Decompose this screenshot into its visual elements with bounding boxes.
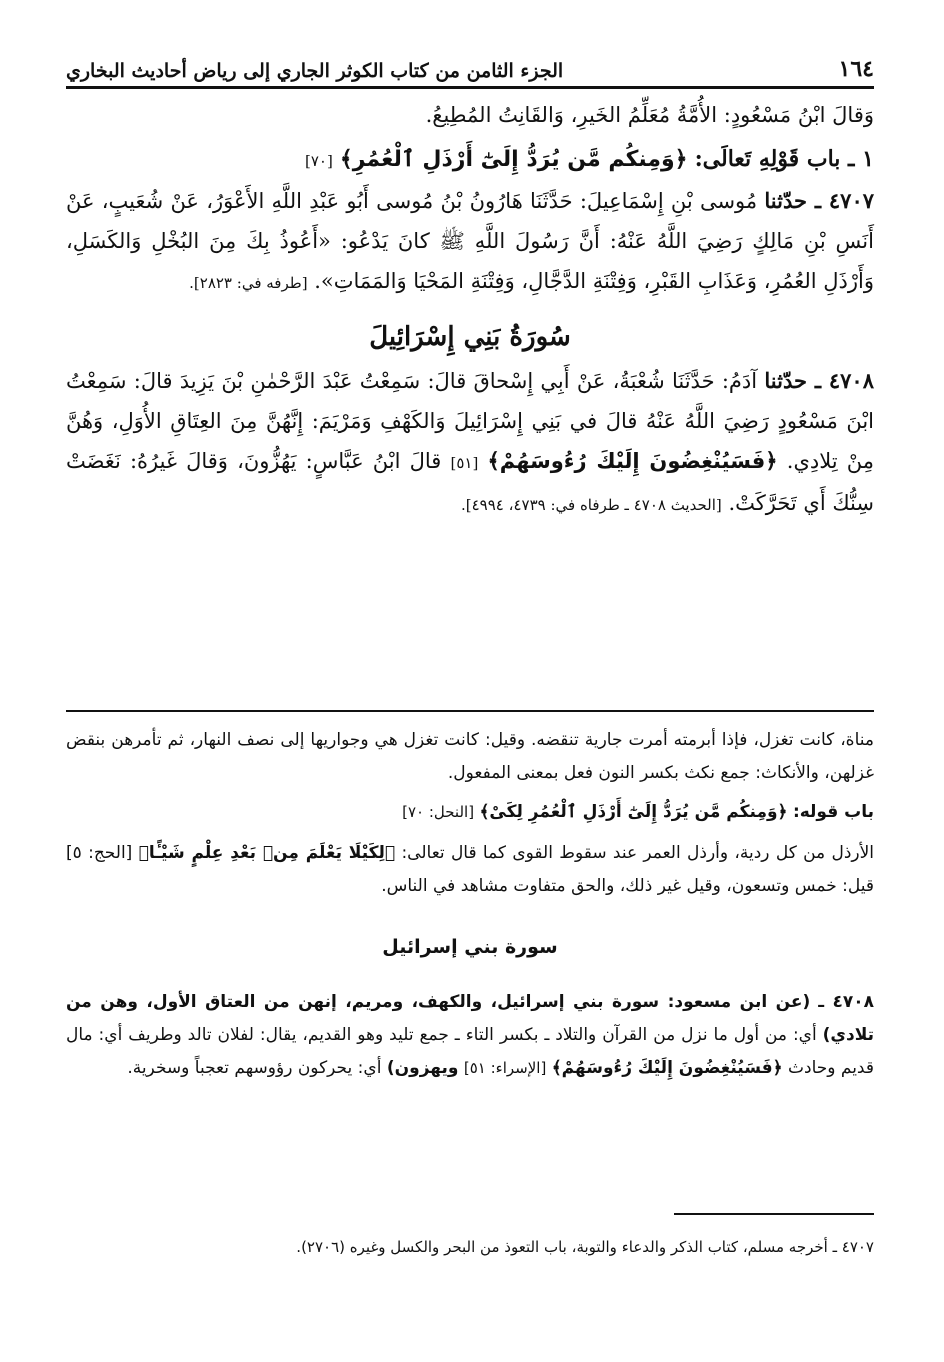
- hadith-4707: [66, 181, 874, 303]
- hadith-ref: [طرفه في: ٢٨٢٣].: [189, 274, 308, 292]
- hadith-text: آدَمُ: حَدَّثَنَا شُعْبَةُ، عَنْ أَبِي إِسْحاقَ قالَ: سَمِعْتُ عَبْدَ الرَّحْمٰنِ بْنَ يَزِيدَ قالَ: سَمِعْتُ ابْنَ مَسْعُودٍ رَضِيَ اللَّهُ عَنْهُ قالَ في بَنِي إِسْرَائِيلَ وَالكَهْفِ وَمَرْيَمَ: إِنَّهُنَّ مِنَ العِتَاقِ الأُوَلِ، وَهُنَّ مِنْ تِلادِي.: [66, 369, 875, 473]
- quran-verse: ﴿فَسَيُنْغِضُونَ إِلَيْكَ رُءُوسَهُمْ﴾: [551, 1058, 783, 1078]
- verse-ref: [٥١]: [450, 454, 479, 472]
- surah-title: سُورَةُ بَنِي إِسْرَائِيلَ: [369, 322, 571, 352]
- chapter-label: ١ ـ باب قَوْلِهِ تَعالَى:: [694, 146, 874, 172]
- quran-verse: ﴿فَسَيُنْغِضُونَ إِلَيْكَ رُءُوسَهُمْ﴾: [487, 449, 778, 473]
- commentary: [66, 724, 874, 1085]
- hadith-number: ٤٧٠٧ ـ حدّثنا: [764, 188, 875, 213]
- hadith-number: ٤٧٠٨ ـ حدّثنا: [764, 368, 874, 393]
- chapter-heading: [66, 139, 874, 181]
- footnote-divider: [674, 1213, 874, 1215]
- verse-ref: [٧٠]: [305, 152, 333, 170]
- page-number: ١٦٤: [838, 56, 874, 82]
- commentary-text: الأرذل من كل ردية، وأرذل العمر عند سقوط القوى كما قال تعالى:: [401, 843, 875, 863]
- book-page: [66, 0, 874, 1362]
- commentary-text: [الحج: ٥] قيل: خمس وتسعون، وقيل غير ذلك، والحق متفاوت مشاهد في الناس.: [66, 843, 874, 896]
- commentary-hadith-4708: [66, 986, 874, 1085]
- commentary-surah-title: سورة بني إسرائيل: [382, 936, 558, 958]
- quran-verse: ﴿وَمِنكُم مَّن يُرَدُّ إِلَىٰٓ أَرْذَلِ ٱلْعُمُرِ﴾: [339, 147, 688, 172]
- hadith-4708: [66, 361, 874, 525]
- chapter-label: باب قوله:: [792, 802, 874, 822]
- quran-verse: ﴿وَمِنكُم مَّن يُرَدُّ إِلَىٰٓ أَرْذَلِ ٱلْعُمُرِ لِكَىْ﴾: [479, 802, 788, 822]
- verse-ref: [النحل: ٧٠]: [402, 803, 475, 821]
- page-header: [66, 38, 874, 89]
- commentary-text: أي: يحركون رؤوسهم تعجباً وسخرية.: [127, 1058, 382, 1078]
- main-text: [66, 95, 874, 525]
- commentary-paragraph: [66, 837, 874, 903]
- intro-line: وَقالَ ابْنُ مَسْعُودٍ: الأُمَّةُ مُعَلِّمُ الخَيرِ، وَالقَانِتُ المُطِيعُ.: [425, 103, 874, 127]
- commentary-paragraph: مناة، كانت تغزل، فإذا أبرمته أمرت جارية تنقضه. وقيل: كانت تغزل هي وجواريها إلى نصف النهار، ثم تأمرهن بنقض غزلهن، والأنكاث: جمع نكث بكسر النون فعل بمعنى المفعول.: [66, 730, 874, 783]
- footnote: ٤٧٠٧ ـ أخرجه مسلم، كتاب الذكر والدعاء والتوبة، باب التعوذ من البحر والكسل وغيره (٢٧٠٦).: [296, 1238, 874, 1256]
- commentary-chapter-heading: [66, 796, 874, 829]
- hadith-ref: [الحديث ٤٧٠٨ ـ طرفاه في: ٤٧٣٩، ٤٩٩٤].: [460, 496, 722, 514]
- quoted-text: (عن ابن مسعود: سورة بني إسرائيل، والكهف، ومريم، إنهن من العتاق الأول، وهن من تلادي): [66, 992, 875, 1045]
- hadith-number: ٤٧٠٨ ـ: [818, 992, 874, 1012]
- quoted-text: ويهزون): [386, 1058, 459, 1078]
- hadith-text-continued: قالَ ابْنُ عَبَّاسٍ: يَهُزُّونَ، وَقالَ غَيرُهُ: نَغَضَتْ سِنُّكَ أَي تَحَرَّكَتْ.: [66, 449, 874, 515]
- verse-ref: [الإسراء: ٥١]: [463, 1059, 547, 1077]
- hadith-text: مُوسى بْنِ إِسْمَاعِيلَ: حَدَّثَنَا هَارُونُ بْنُ مُوسى أَبُو عَبْدِ اللَّهِ الأَعْوَرُ، عَنْ شُعَيبٍ، عَنْ أَنَسِ بْنِ مَالِكٍ رَضِيَ اللَّهُ عَنْهُ: أَنَّ رَسُولَ اللَّهِ ﷺ كانَ يَدْعُو: «أَعُوذُ بِكَ مِنَ البُخْلِ وَالكَسَلِ، وَأَرْذَلِ العُمُرِ، وَعَذَابِ القَبْرِ، وَفِتْنَةِ الدَّجَّالِ، وَفِتْنَةِ المَحْيَا وَالمَمَاتِ».: [66, 189, 874, 293]
- running-title: الجزء الثامن من كتاب الكوثر الجاري إلى رياض أحاديث البخاري: [66, 60, 564, 82]
- commentary-text: أي: من أول ما نزل من القرآن والتلاد ـ بكسر التاء ـ جمع تليد وهو القديم، يقال: لفلان تالد وطريف أي: مال قديم وحادث: [66, 1025, 874, 1078]
- commentary-divider: [66, 710, 874, 712]
- quran-verse: ﴿لِكَيْلَا يَعْلَمَ مِنۢ بَعْدِ عِلْمٍ شَيْـًٔا﴾: [138, 843, 396, 863]
